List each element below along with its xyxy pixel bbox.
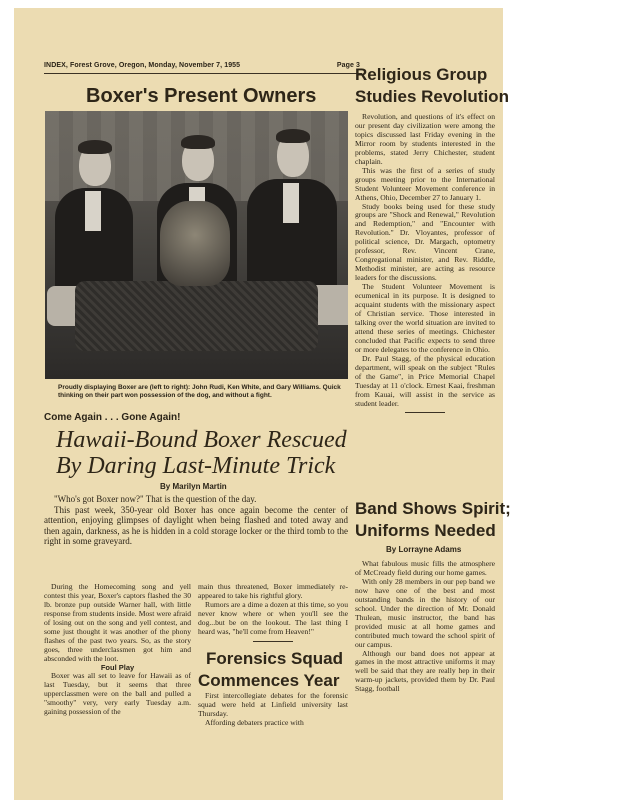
band-byline: By Lorrayne Adams <box>386 545 462 554</box>
photo-boxer-owners <box>45 111 348 379</box>
boxer-byline: By Marilyn Martin <box>160 482 227 491</box>
forensics-paragraph-2: Affording debaters practice with <box>205 717 304 727</box>
boxer-lead-paragraph: This past week, 350-year old Boxer has once again become the center of attention, enjoying glimpses of daylight when being flashed and toted away and then again, darkness, as he is hidden in a cold storage locker or the third tomb to the right in some graveyard. <box>44 504 348 547</box>
boxer-column-1 <box>44 583 191 717</box>
band-headline-line-2: Uniforms Needed <box>355 521 496 540</box>
boxer-col1-paragraph-1: During the Homecoming song and yell contest this year, Boxer's captors flashed the 30 lb. bronze pup outside Warner hall, with little response from students inside. Most were afraid of losing out on the song and yell contest, and some just thought it was another of the phony flashes of the past two years. So, as the story goes, three underclassmen got him and absconded with the loot. <box>44 582 191 663</box>
folio-line <box>44 62 360 69</box>
boxer-col2-paragraph-2: Rumors are a dime a dozen at this time, so you never know where or when you'll see the dog...but be on the lookout. The last thing I heard was, "he'll come from Heaven!" <box>198 599 348 636</box>
boxer-statue <box>160 201 230 286</box>
band-body <box>355 560 495 694</box>
religious-headline-line-1: Religious Group <box>355 65 488 84</box>
boxer-subhead-foul-play: Foul Play <box>100 662 135 672</box>
boxer-kicker: Come Again . . . Gone Again! <box>44 412 181 423</box>
boxer-headline-line-2: By Daring Last-Minute Trick <box>56 453 336 479</box>
forensics-paragraph-1: First intercollegiate debates for the forensic squad were held at Linfield university last Thursday. <box>198 691 348 718</box>
religious-body <box>355 113 495 417</box>
religious-paragraph-5: Dr. Paul Stagg, of the physical education department, will speak on the subject "Rules of the Game", in Price Memorial Chapel Tuesday at 11 o'clock. Ernest Kaai, freshman from Kauai, will assist in the service as student leader. <box>355 353 495 408</box>
band-paragraph-2: With only 28 members in our pep band we now have one of the best and most outstanding bands in the history of our school. Under the direction of Mr. Donald Thulean, music instructor, the band has provided music at all home games and contributed much toward the school spirit of our campus. <box>355 576 495 649</box>
sofa <box>75 281 318 351</box>
forensics-body <box>198 692 348 728</box>
section-rule <box>405 412 445 413</box>
forensics-headline-line-1: Forensics Squad <box>206 649 343 668</box>
boxer-col2-paragraph-1: main thus threatened, Boxer immediately re-appeared to take his rightful glory. <box>198 582 348 600</box>
boxer-col1-paragraph-2: Boxer was all set to leave for Hawaii as of last Tuesday, but it seems that three upperclassmen were on the ball and pulled a "smoothy" very, very early Tuesday a.m. gaining possession of the <box>44 671 191 717</box>
religious-paragraph-3: Study books being used for these study groups are "Shock and Renewal," Revolution and Redemption," and "Encounter with Revolution." Dr. Vloyantes, professor of political science, Dr. Margach, optometry professor, Rev. Vincent Crane, Congregational minister, and Rev. Riddle, Methodist minister, are acting as resource leaders for the discussions. <box>355 201 495 283</box>
photo-caption: Proudly displaying Boxer are (left to right): John Rudi, Ken White, and Gary Williams. Quick thinking on their part won possession of the dog, and without a fight. <box>58 384 341 400</box>
forensics-headline-line-2: Commences Year <box>198 671 340 690</box>
band-paragraph-3: Although our band does not appear at games in the most attractive uniforms it may well be said that they are really hep in their warm-up jackets, provided them by Dr. Paul Stagg, football <box>355 648 495 694</box>
folio-page-number: Page 3 <box>336 62 360 69</box>
section-rule <box>253 641 293 642</box>
religious-paragraph-4: The Student Volunteer Movement is ecumenical in its purpose. It is designed to acquaint students with the missionary aspect of Christian service. Those interested in talking over the world situation are invited to attend these series of meetings. Chichester concluded that Pacific expects to send three or more delegates to the conference in Ohio. <box>355 282 495 354</box>
religious-headline-line-2: Studies Revolution <box>355 87 509 106</box>
religious-paragraph-1: Revolution, and questions of it's effect on our present day civilization were among the topics discussed last Friday evening in the Mirror room by students interested in the problems, stated Jerry Chichester, student chaplain. <box>355 112 495 166</box>
religious-paragraph-2: This was the first of a series of study groups meeting prior to the International Student Volunteer Movement conference in Athens, Ohio, December 27 to January 1. <box>355 165 495 202</box>
boxer-lead-question: "Who's got Boxer now?" That is the question of the day. <box>54 494 257 504</box>
folio-dateline: INDEX, Forest Grove, Oregon, Monday, November 7, 1955 <box>44 62 241 69</box>
band-headline-line-1: Band Shows Spirit; <box>355 499 511 518</box>
band-paragraph-1: What fabulous music fills the atmosphere of McCready field during our home games. <box>355 559 495 577</box>
boxer-headline-line-1: Hawaii-Bound Boxer Rescued <box>56 427 347 453</box>
boxer-column-2 <box>198 583 348 646</box>
boxer-lead <box>44 494 348 547</box>
photo-headline: Boxer's Present Owners <box>86 85 317 107</box>
folio-rule <box>44 73 362 74</box>
